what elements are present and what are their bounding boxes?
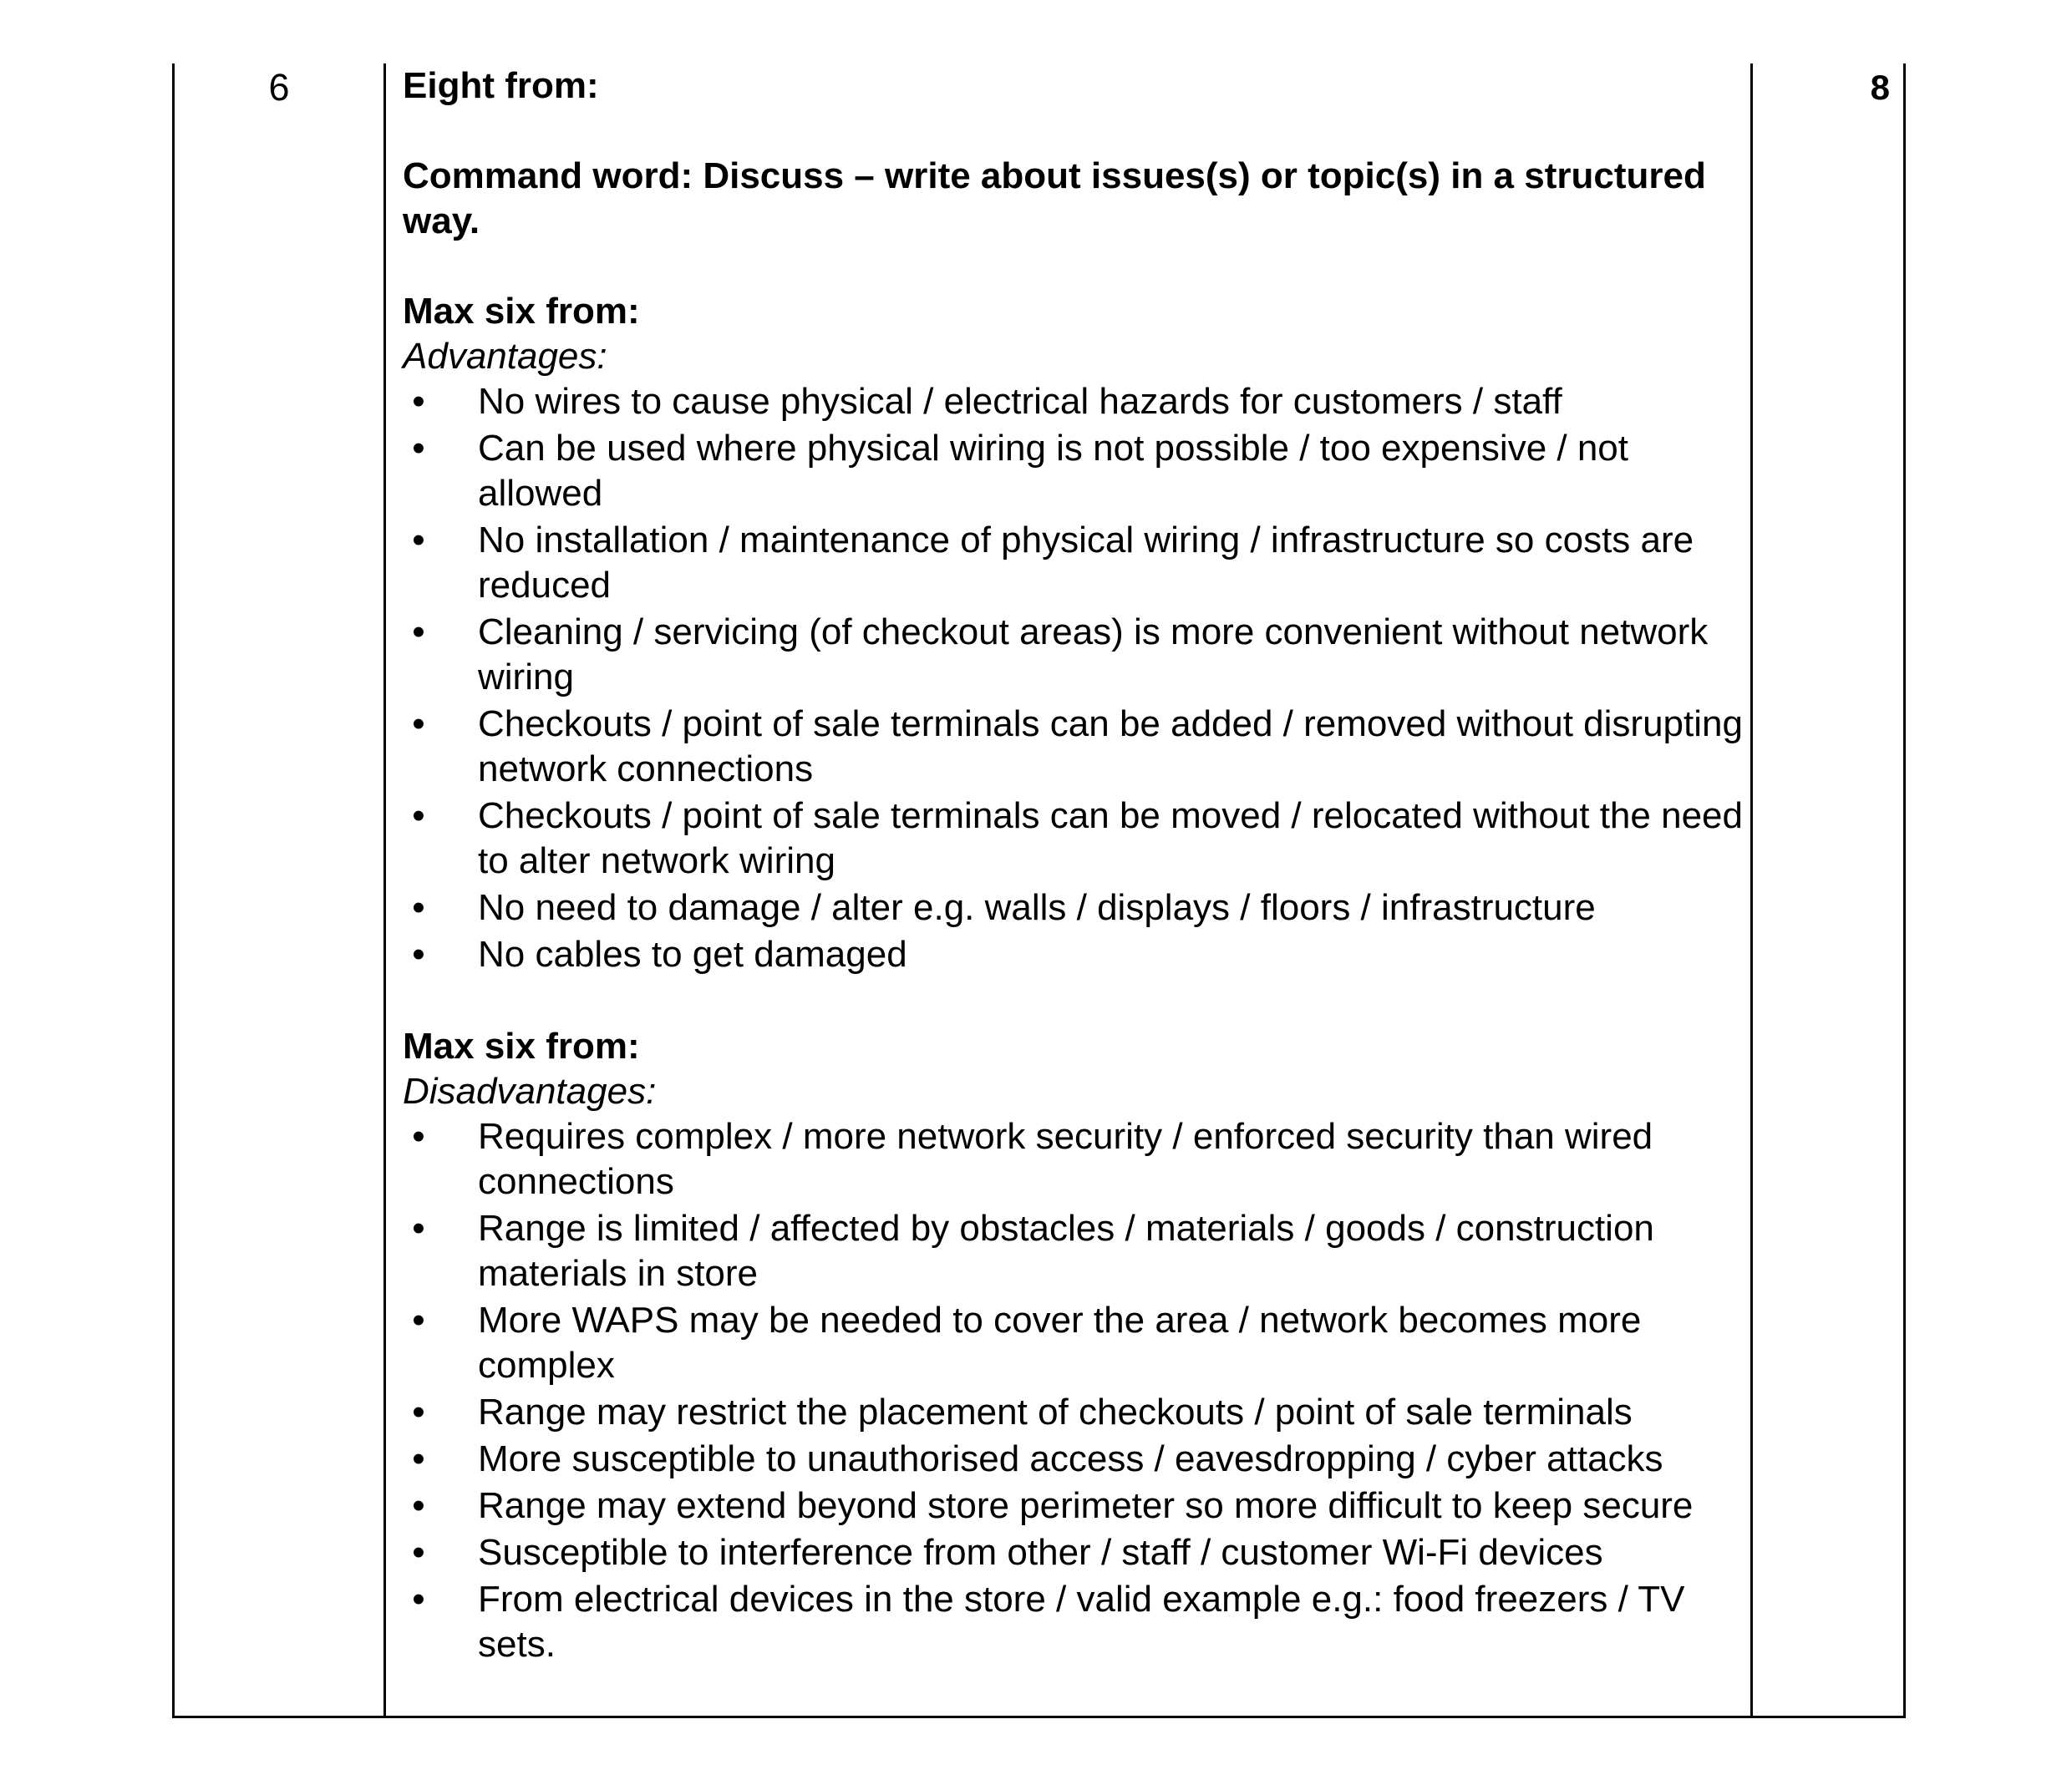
list-item: • No need to damage / alter e.g. walls / displays / floors / infrastructure: [403, 885, 1744, 931]
bullet-icon: •: [412, 428, 425, 469]
advantages-list: [403, 379, 1744, 977]
list-item: • No wires to cause physical / electrical hazards for customers / staff: [403, 379, 1744, 424]
bullet-icon: •: [412, 1438, 425, 1479]
list-item: • Range is limited / affected by obstacles / materials / goods / construction materials in store: [403, 1206, 1744, 1296]
list-item: • Cleaning / servicing (of checkout areas) is more convenient without network wiring: [403, 610, 1744, 700]
disadvantages-heading: Max six from:: [403, 1026, 640, 1067]
bullet-icon: •: [412, 1485, 425, 1526]
question-number: 6: [268, 66, 290, 109]
bullet-icon: •: [412, 703, 425, 744]
column-divider-right: [1750, 63, 1753, 1716]
list-item: • From electrical devices in the store / valid example e.g.: food freezers / TV sets.: [403, 1577, 1744, 1667]
list-item: • Checkouts / point of sale terminals can be added / removed without disrupting network connections: [403, 702, 1744, 792]
list-item: • Range may extend beyond store perimeter so more difficult to keep secure: [403, 1483, 1744, 1529]
bullet-icon: •: [412, 611, 425, 652]
bullet-icon: •: [412, 1300, 425, 1341]
bullet-icon: •: [412, 1116, 425, 1157]
bullet-icon: •: [412, 520, 425, 560]
list-item: • Requires complex / more network security / enforced security than wired connections: [403, 1114, 1744, 1204]
bullet-icon: •: [412, 1579, 425, 1620]
bullet-icon: •: [412, 1392, 425, 1433]
list-item: • Range may restrict the placement of checkouts / point of sale terminals: [403, 1390, 1744, 1435]
list-item: • Susceptible to interference from other / staff / customer Wi-Fi devices: [403, 1530, 1744, 1575]
bullet-icon: •: [412, 795, 425, 836]
marks-value: 8: [1870, 68, 1890, 107]
list-item: • More WAPS may be needed to cover the area / network becomes more complex: [403, 1298, 1744, 1388]
bullet-icon: •: [412, 934, 425, 975]
bullet-icon: •: [412, 381, 425, 422]
column-divider-left: [383, 63, 386, 1716]
disadvantages-list: [403, 1114, 1744, 1667]
advantages-heading: Max six from:: [403, 291, 640, 332]
list-item: • Can be used where physical wiring is not possible / too expensive / not allowed: [403, 426, 1744, 516]
command-word-text: Command word: Discuss – write about issues(s) or topic(s) in a structured way.: [403, 155, 1706, 241]
answer-cell: [403, 63, 1744, 1669]
advantages-label: Advantages:: [403, 336, 607, 377]
mark-scheme-table: [172, 63, 1906, 1718]
bullet-icon: •: [412, 1208, 425, 1249]
disadvantages-label: Disadvantages:: [403, 1071, 657, 1112]
bullet-icon: •: [412, 1532, 425, 1573]
bullet-icon: •: [412, 887, 425, 928]
list-item: • No cables to get damaged: [403, 932, 1744, 977]
list-item: • Checkouts / point of sale terminals can be moved / relocated without the need to alter network wiring: [403, 794, 1744, 884]
intro-text: Eight from:: [403, 65, 599, 106]
list-item: • More susceptible to unauthorised access / eavesdropping / cyber attacks: [403, 1437, 1744, 1482]
list-item: • No installation / maintenance of physical wiring / infrastructure so costs are reduced: [403, 518, 1744, 608]
